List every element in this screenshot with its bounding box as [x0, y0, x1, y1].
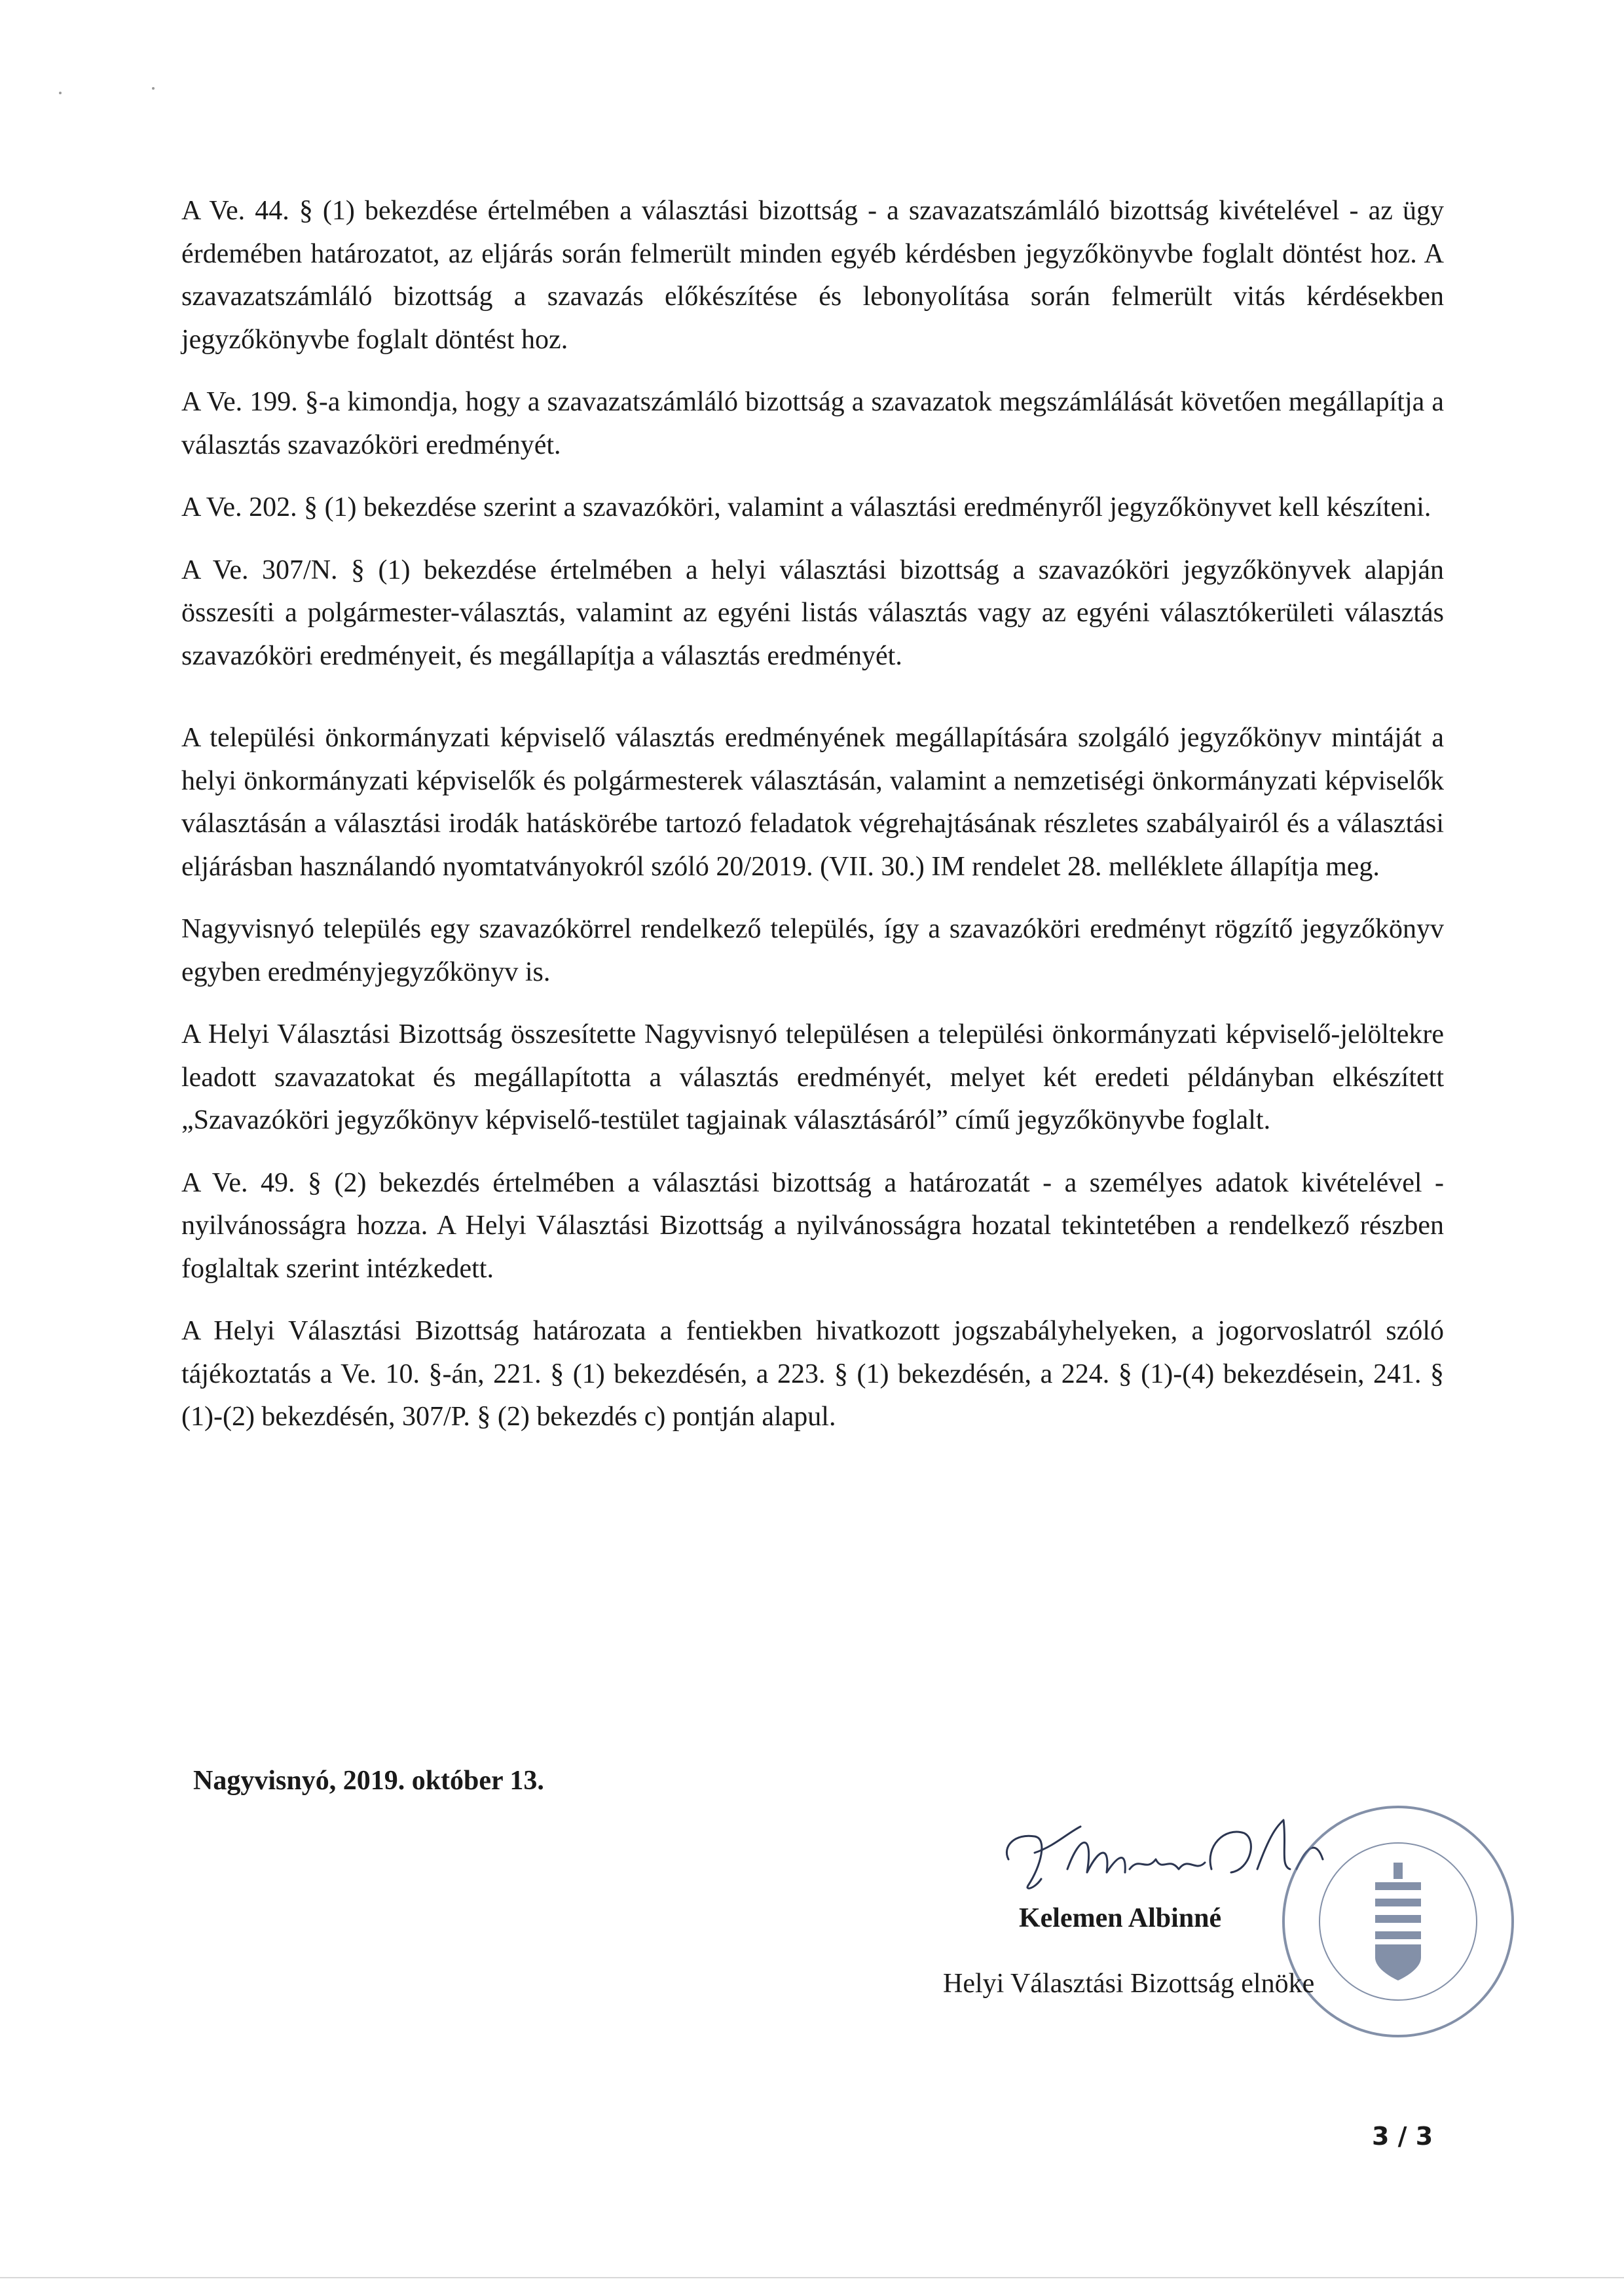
paragraph-osszesites: A Helyi Választási Bizottság összesítette Nagyvisnyó településen a települési önkormányzati képviselő-jelöltekre leadott szavazatokat és megállapította a választás eredményét, melyet két eredeti példányban elkészített „Szavazóköri jegyzőkönyv képviselő-testület tagjainak választásáról” című jegyzőkönyvbe foglalt. — [181, 1019, 1444, 1135]
official-stamp — [1270, 1794, 1526, 2049]
paragraph-im-rendelet: A települési önkormányzati képviselő választás eredményének megállapítására szolgáló jegyzőkönyv mintáját a helyi önkormányzati képviselők és polgármesterek választásán, valamint a nemzetiségi önkormányzati képviselők választásán a választási irodák hatáskörébe tartozó feladatok végrehajtásának részletes szabályairól és a választási eljárásban használandó nyomtatványokról szóló 20/2019. (VII. 30.) IM rendelet 28. melléklete állapítja meg. — [181, 723, 1444, 882]
page-number: 3 / 3 — [1372, 2122, 1433, 2151]
place-and-date: Nagyvisnyó, 2019. október 13. — [193, 1766, 544, 1796]
paragraph-ve-307n: A Ve. 307/N. § (1) bekezdése értelmében a helyi választási bizottság a szavazóköri jegyzőkönyvek alapján összesíti a polgármester-választás, valamint az egyéni listás választás vagy az egyéni választókerületi választás szavazóköri eredményeit, és megállapítja a választás eredményét. — [181, 555, 1444, 671]
paragraph-ve-202: A Ve. 202. § (1) bekezdése szerint a szavazóköri, valamint a választási eredményről jegyzőkönyvet kell készíteni. — [181, 492, 1431, 522]
document-body — [181, 190, 1444, 1459]
scan-edge-line — [0, 2277, 1624, 2278]
paragraph-ve-49: A Ve. 49. § (2) bekezdés értelmében a választási bizottság a határozatát - a személyes adatok kivételével - nyilvánosságra hozza. A Helyi Választási Bizottság a nyilvánosságra hozatal tekintetében a rendelkező részben foglaltak szerint intézkedett. — [181, 1167, 1444, 1284]
scan-speck — [152, 87, 155, 90]
paragraph-ve-44: A Ve. 44. § (1) bekezdése értelmében a választási bizottság - a szavazatszámláló bizottság kivételével - az ügy érdemében határozatot, az eljárás során felmerült minden egyéb kérdésben jegyzőkönyvbe foglalt döntést hoz. A szavazatszámláló bizottság a szavazás előkészítése és lebonyolítása során felmerült vitás kérdésekben jegyzőkönyvbe foglalt döntést hoz. — [181, 196, 1444, 355]
signer-name: Kelemen Albinné — [1019, 1903, 1222, 1933]
signer-role: Helyi Választási Bizottság elnöke — [943, 1969, 1315, 1999]
scan-speck — [59, 92, 62, 94]
paragraph-nagyvisnyo-szavazokor: Nagyvisnyó település egy szavazókörrel rendelkező település, így a szavazóköri eredményt rögzítő jegyzőkönyv egyben eredményjegyzőkönyv is. — [181, 914, 1444, 987]
paragraph-ve-199: A Ve. 199. §-a kimondja, hogy a szavazatszámláló bizottság a szavazatok megszámlálását követően megállapítja a választás szavazóköri eredményét. — [181, 387, 1444, 460]
paragraph-jogalap: A Helyi Választási Bizottság határozata a fentiekben hivatkozott jogszabályhelyeken, a jogorvoslatról szóló tájékoztatás a Ve. 10. §-án, 221. § (1) bekezdésén, a 223. § (1) bekezdésén, a 224. § (1)-(4) bekezdésein, 241. § (1)-(2) bekezdésén, 307/P. § (2) bekezdés c) pontján alapul. — [181, 1316, 1444, 1432]
